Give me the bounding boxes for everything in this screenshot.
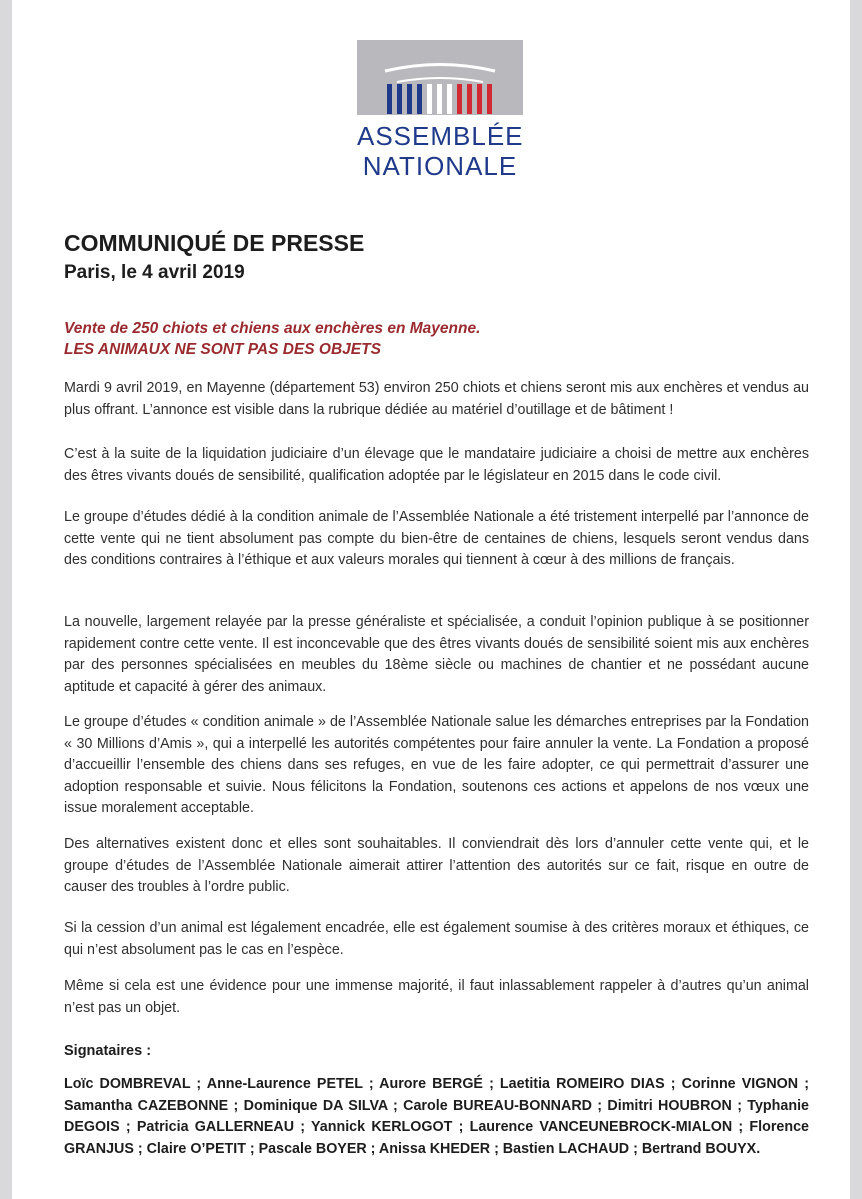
paragraph-5: Le groupe d’études « condition animale » de l’Assemblée Nationale salue les démarches entreprises par la Fondation « 30 Millions d’Amis », qui a interpellé les autorités compétentes pour faire annuler la vente. La Fondation a proposé d’accueillir l’ensemble des chiens dans ses refuges, en vue de les faire adopter, ce qui permettrait d’assurer une adoption responsable et suivie. Nous félicitons la Fondation, soutenons ces actions et appelons de nos vœux une issue moralement acceptable. bbox=[64, 714, 809, 816]
logo-emblem-box bbox=[357, 40, 523, 115]
subheading-line2: LES ANIMAUX NE SONT PAS DES OBJETS bbox=[64, 341, 381, 358]
press-release-page bbox=[12, 0, 850, 1199]
paragraph-1: Mardi 9 avril 2019, en Mayenne (département 53) environ 250 chiots et chiens seront mis aux enchères et vendus au plus offrant. L’annonce est visible dans la rubrique dédiée au matériel d’outillage et de bâtiment ! bbox=[64, 380, 809, 418]
subheading-line1: Vente de 250 chiots et chiens aux enchères en Mayenne. bbox=[64, 320, 481, 337]
paragraph-8: Même si cela est une évidence pour une immense majorité, il faut inlassablement rappeler à d’autres qu’un animal n’est pas un objet. bbox=[64, 978, 809, 1016]
hemicycle-icon bbox=[357, 40, 523, 115]
page-title: COMMUNIQUÉ DE PRESSE bbox=[64, 230, 365, 256]
logo-text-line2: NATIONALE bbox=[362, 151, 518, 181]
subheading bbox=[64, 318, 480, 360]
signatories-list: Loïc DOMBREVAL ; Anne-Laurence PETEL ; Aurore BERGÉ ; Laetitia ROMEIRO DIAS ; Corinne VIGNON ; Samantha CAZEBONNE ; Dominique DA SILVA ; Carole BUREAU-BONNARD ; Dimitri HOUBRON ; Typhanie DEGOIS ; Patricia GALLERNEAU ; Yannick KERLOGOT ; Laurence VANCEUNEBROCK-MIALON ; Florence GRANJUS ; Claire O’PETIT ; Pascale BOYER ; Anissa KHEDER ; Bastien LACHAUD ; Bertrand BOUYX. bbox=[64, 1076, 809, 1157]
paragraph-7: Si la cession d’un animal est légalement encadrée, elle est également soumise à des critères moraux et éthiques, ce qui n’est absolument pas le cas en l’espèce. bbox=[64, 920, 809, 958]
signatories-title: Signataires : bbox=[64, 1043, 152, 1059]
paragraph-2: C’est à la suite de la liquidation judiciaire d’un élevage que le mandataire judiciaire a choisi de mettre aux enchères des êtres vivants doués de sensibilité, qualification adoptée par le législateur en 2015 dans le code civil. bbox=[64, 446, 809, 484]
paragraph-4: La nouvelle, largement relayée par la presse généraliste et spécialisée, a conduit l’opinion publique à se positionner rapidement contre cette vente. Il est inconcevable que des êtres vivants doués de sensibilité soient mis aux enchères par des personnes spécialisées en meubles du 18ème siècle ou machines de chantier et ne possédant aucune aptitude et capacité à gérer des animaux. bbox=[64, 614, 809, 695]
release-date: Paris, le 4 avril 2019 bbox=[64, 262, 245, 283]
assemblee-nationale-logo bbox=[357, 40, 523, 190]
logo-text-line1: ASSEMBLÉE bbox=[357, 121, 524, 151]
paragraph-6: Des alternatives existent donc et elles sont souhaitables. Il conviendrait dès lors d’annuler cette vente qui, et le groupe d’études de l’Assemblée Nationale aimerait attirer l’attention des autorités sur ce fait, risque en outre de causer des troubles à l’ordre public. bbox=[64, 836, 809, 895]
paragraph-3: Le groupe d’études dédié à la condition animale de l’Assemblée Nationale a été tristement interpellé par l’annonce de cette vente qui ne tient absolument pas compte du bien-être de centaines de chiens, lesquels seront vendus dans des conditions contraires à l’éthique et aux valeurs morales qui tiennent à cœur à des millions de français. bbox=[64, 509, 809, 568]
